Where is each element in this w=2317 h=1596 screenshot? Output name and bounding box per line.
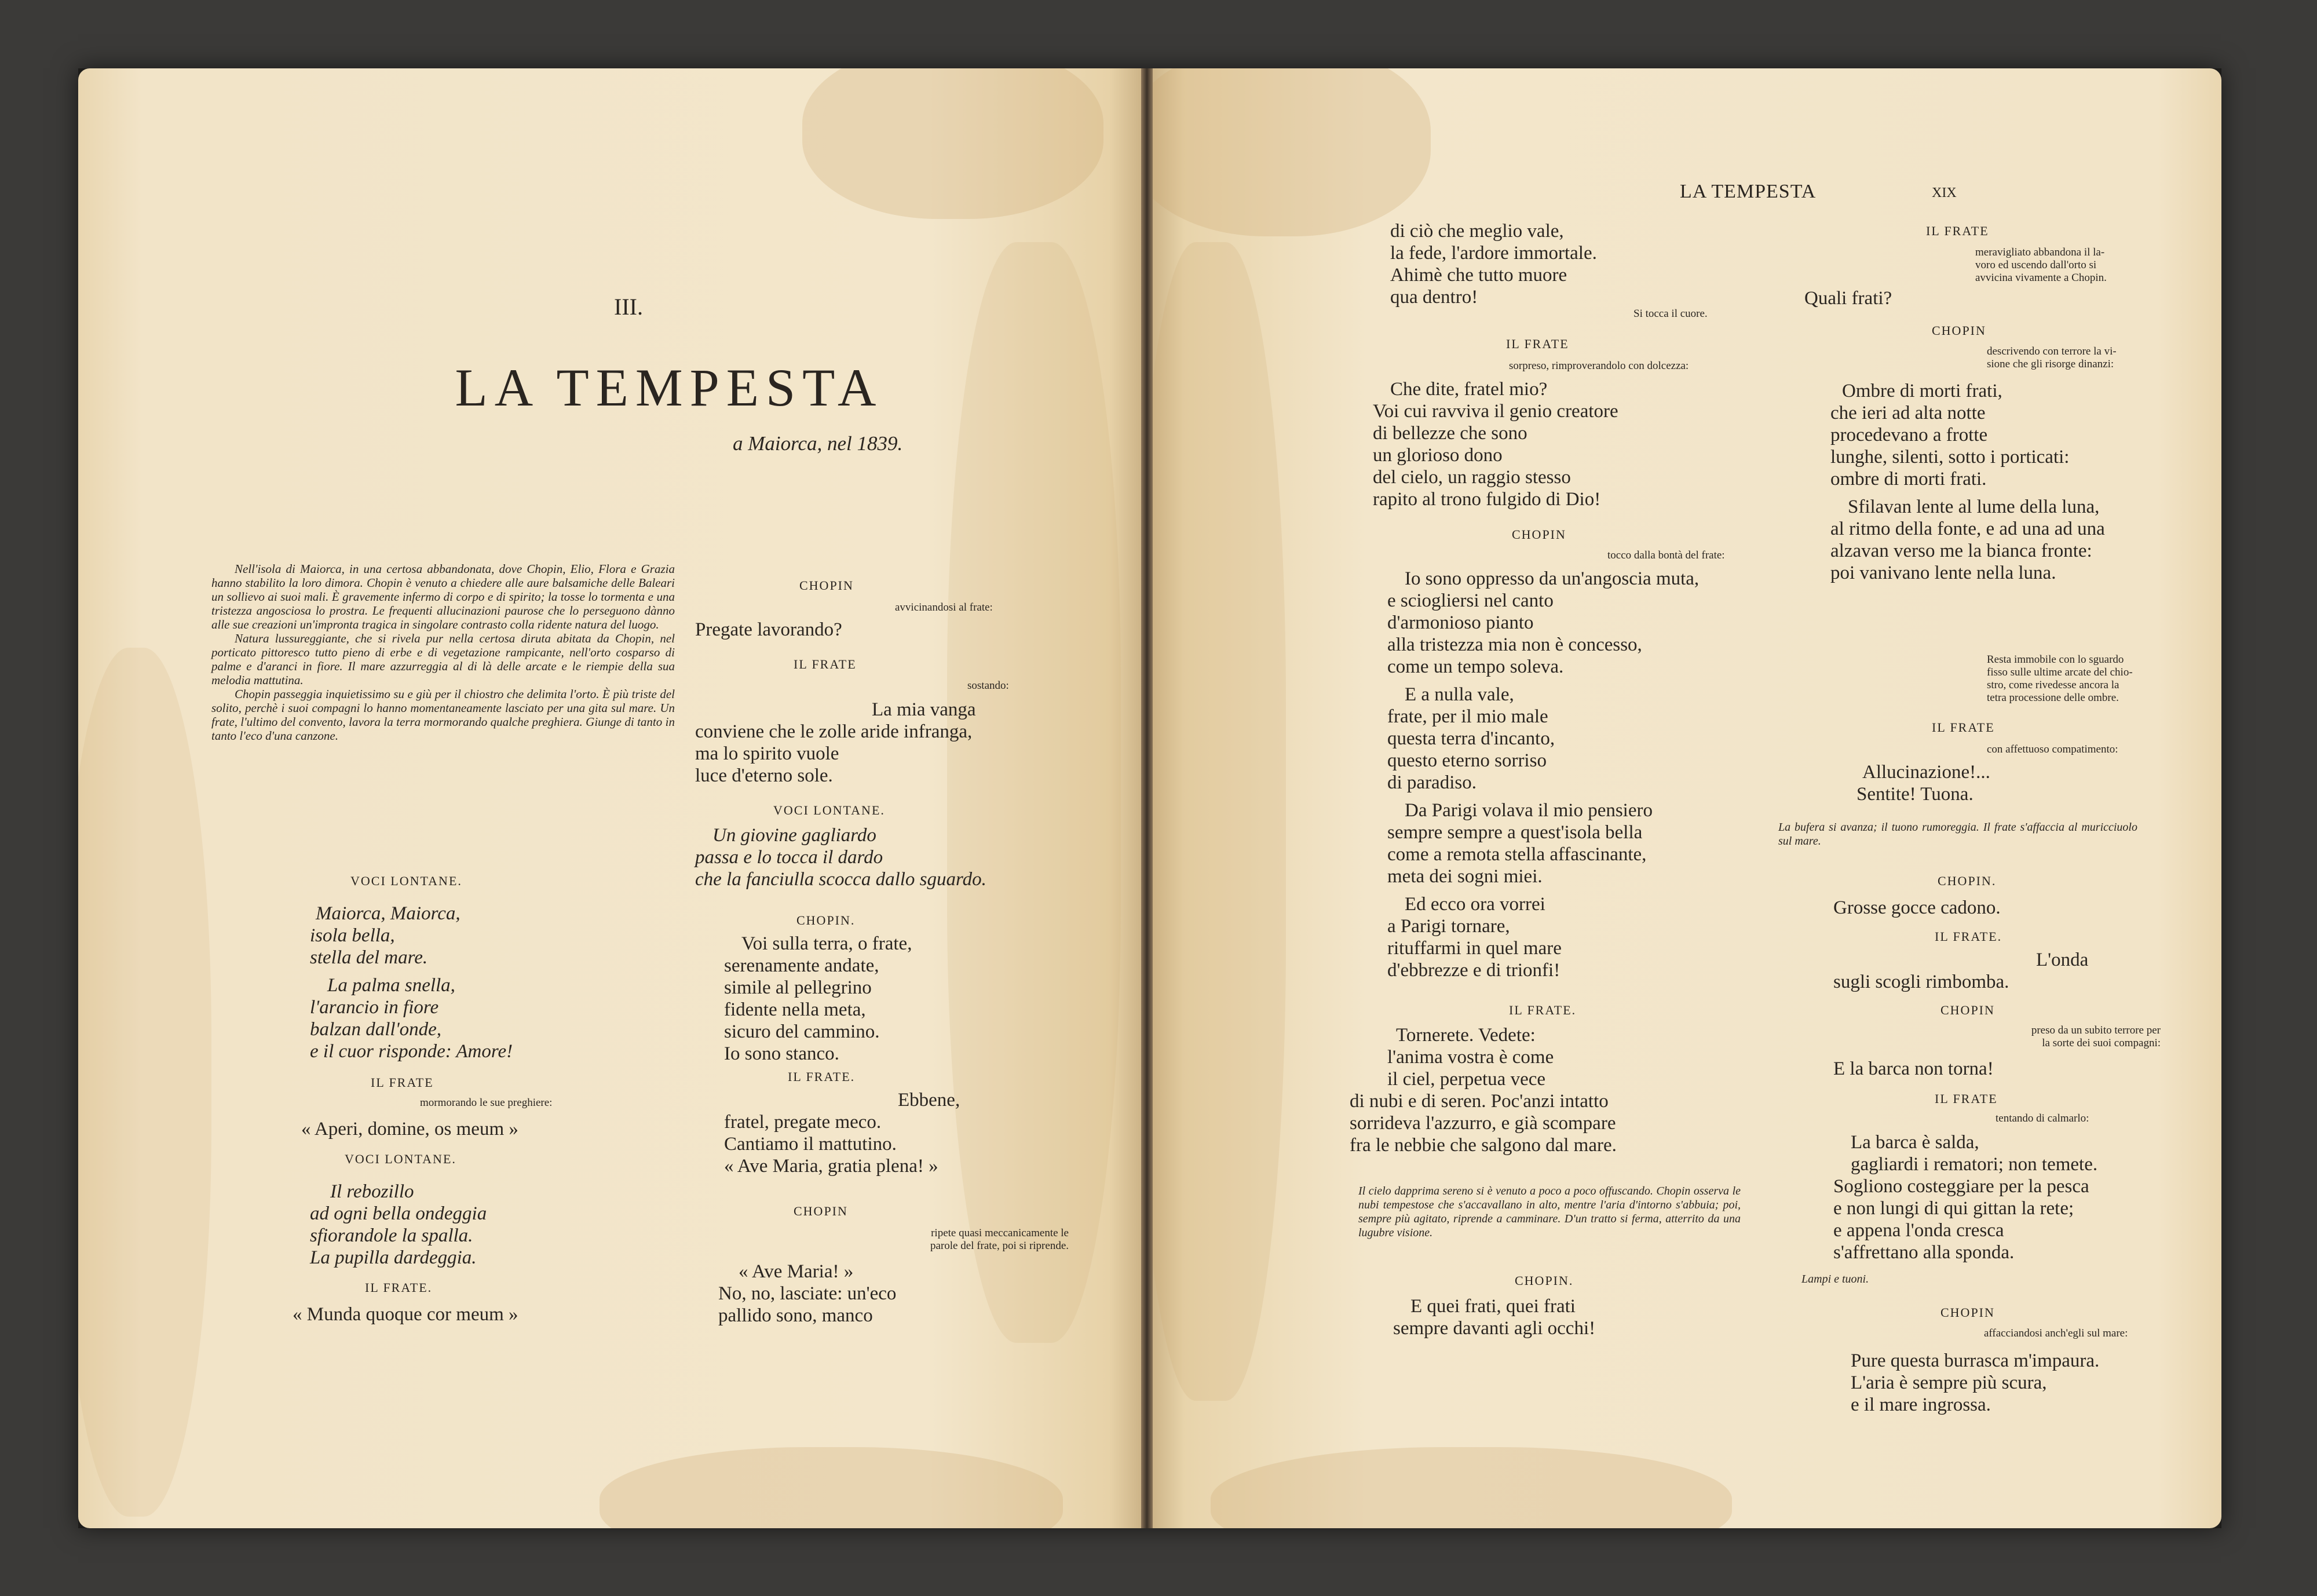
verse-line: al ritmo della fonte, e ad una ad una <box>1830 518 2105 539</box>
intro-paragraph: Nell'isola di Maiorca, in una certosa abbandonata, dove Chopin, Elio, Flora e Grazia hanno stabilito la loro dimora. Chopin è venuto a chiedere alle aure balsamiche delle Baleari un sollievo ai suoi mali. È gravemente infermo di corpo e di spirito; la tosse lo tormenta e una tristezza angosciosa lo prostra. Le frequenti allucinazioni paurose che lo perseguono dànno alle sue creazioni un'impronta tragica in singolare contrasto colla ridente natura del luogo. <box>211 562 675 631</box>
stage-direction: con affettuoso compatimento: <box>1987 743 2118 755</box>
verse-line: pallido sono, manco <box>718 1305 873 1326</box>
verse-line: s'affrettano alla sponda. <box>1833 1242 2015 1263</box>
stage-direction: Si tocca il cuore. <box>1633 308 1708 320</box>
verse-line: Un giovine gagliardo <box>712 825 876 846</box>
page-stain <box>78 648 211 1517</box>
verse-line: di nubi e di seren. Poc'anzi intatto <box>1350 1091 1609 1112</box>
verse-line: L'onda <box>2036 949 2089 970</box>
verse-line: di ciò che meglio vale, <box>1390 221 1564 242</box>
chapter-subtitle: a Maiorca, nel 1839. <box>733 432 903 455</box>
verse-line: La palma snella, <box>327 975 455 996</box>
stage-line: ripete quasi meccanicamente le <box>931 1227 1069 1239</box>
verse-line: Ebbene, <box>898 1090 960 1111</box>
verse-line: La pupilla dardeggia. <box>310 1247 477 1268</box>
verse-line: questo eterno sorriso <box>1387 750 1547 771</box>
verse-line: che la fanciulla scocca dallo sguardo. <box>695 869 986 890</box>
verse-line: sorrideva l'azzurro, e già scompare <box>1350 1113 1616 1134</box>
verse-line: qua dentro! <box>1390 287 1478 308</box>
verse-line: passa e lo tocca il dardo <box>695 847 883 868</box>
stage-direction <box>831 1227 1069 1252</box>
verse-line: rituffarmi in quel mare <box>1387 938 1562 959</box>
verse-line: « Ave Maria! » <box>739 1261 854 1282</box>
page-stain <box>1153 68 1431 236</box>
verse-line: Pure questa burrasca m'impaura. <box>1851 1350 2100 1371</box>
stage-line: Resta immobile con lo sguardo <box>1987 653 2124 666</box>
speaker-heading: CHOPIN. <box>1938 874 1997 888</box>
speaker-heading: CHOPIN <box>1940 1305 1995 1320</box>
chapter-number: III. <box>614 294 643 320</box>
verse-line: lunghe, silenti, sotto i porticati: <box>1830 447 2070 468</box>
verse-line: ad ogni bella ondeggia <box>310 1203 487 1224</box>
verse-line: procedevano a frotte <box>1830 425 1988 445</box>
verse-line: fidente nella meta, <box>724 999 866 1020</box>
verse-line: Quali frati? <box>1804 288 1892 309</box>
verse-line: Maiorca, Maiorca, <box>316 903 461 924</box>
verse-line: Tornerete. Vedete: <box>1396 1025 1536 1046</box>
speaker-heading: CHOPIN <box>1932 323 1986 338</box>
verse-line: l'arancio in fiore <box>310 997 439 1018</box>
stage-line: avvicina vivamente a Chopin. <box>1975 272 2107 284</box>
speaker-heading: CHOPIN <box>794 1204 848 1218</box>
verse-line: poi vanivano lente nella luna. <box>1830 563 2056 583</box>
verse-line: Pregate lavorando? <box>695 619 842 640</box>
intro-prose <box>211 562 675 743</box>
verse-line: Sogliono costeggiare per la pesca <box>1833 1176 2089 1197</box>
verse-line: No, no, lasciate: un'eco <box>718 1283 897 1304</box>
verse-line: frate, per il mio male <box>1387 706 1548 727</box>
verse-line: E a nulla vale, <box>1405 684 1514 705</box>
verse-line: questa terra d'incanto, <box>1387 728 1555 749</box>
stage-line: descrivendo con terrore la vi- <box>1987 345 2117 357</box>
open-book <box>78 68 2221 1528</box>
stage-direction: avvicinandosi al frate: <box>895 601 993 613</box>
page-stain <box>802 68 1103 219</box>
speaker-heading: IL FRATE <box>371 1075 434 1090</box>
stage-direction: mormorando le sue preghiere: <box>420 1097 553 1109</box>
verse-block <box>724 1089 960 1177</box>
verse-line: Cantiamo il mattutino. <box>724 1134 897 1155</box>
stage-direction: sostando: <box>967 680 1009 692</box>
verse-line: Ed ecco ora vorrei <box>1405 894 1545 915</box>
page-stain <box>1153 242 1286 1401</box>
verse-line: il ciel, perpetua vece <box>1387 1069 1546 1090</box>
stage-prose: Il cielo dapprima sereno si è venuto a poco a poco offuscando. Chopin osserva le nubi tempestose che s'accavallano in alto, mentre l'aria d'intorno s'abbuia; poi, sempre più agitato, riprende a camminare. D'un tratto si ferma, atterrito da una lugubre visione. <box>1358 1185 1741 1239</box>
verse-block <box>724 933 912 1065</box>
stage-direction <box>1987 653 2133 704</box>
verse-line: « Munda quoque cor meum » <box>293 1304 518 1325</box>
verse-line: e non lungi di qui gittan la rete; <box>1833 1198 2074 1219</box>
verse-line: e sciogliersi nel canto <box>1387 590 1554 611</box>
verse-line: sicuro del cammino. <box>724 1021 880 1042</box>
verse-line: E la barca non torna! <box>1833 1058 1994 1079</box>
verse-block <box>1830 380 2105 584</box>
verse-line: simile al pellegrino <box>724 977 872 998</box>
verse-line: Che dite, fratel mio? <box>1390 379 1548 400</box>
stage-direction <box>1987 345 2117 371</box>
speaker-heading: IL FRATE. <box>1509 1003 1577 1017</box>
verse-line: d'ebbrezze e di trionfi! <box>1387 960 1560 981</box>
speaker-heading: IL FRATE <box>1935 1091 1998 1106</box>
verse-line: Sentite! Tuona. <box>1856 784 1974 805</box>
stage-direction: tocco dalla bontà del frate: <box>1607 549 1725 561</box>
intro-paragraph: Chopin passeggia inquietissimo su e giù per il chiostro che delimita l'orto. È più triste del solito, perchè i suoi compagni lo hanno momentaneamente lasciato per una gita sul mare. Un frate, l'ultimo del convento, lavora la terra mormorando qualche preghiera. Giunge di tanto in tanto l'eco d'una canzone. <box>211 687 675 743</box>
verse-line: di paradiso. <box>1387 772 1477 793</box>
stage-direction: tentando di calmarlo: <box>1996 1112 2089 1124</box>
verse-line: Voi cui ravviva il genio creatore <box>1373 401 1618 422</box>
speaker-heading: IL FRATE <box>1932 720 1995 735</box>
verse-line: gagliardi i rematori; non temete. <box>1851 1154 2098 1175</box>
right-page <box>1153 68 2221 1528</box>
speaker-heading: CHOPIN <box>799 578 854 593</box>
verse-line: Sfilavan lente al lume della luna, <box>1848 496 2100 517</box>
verse-line: « Ave Maria, gratia plena! » <box>724 1156 938 1177</box>
verse-line: sempre sempre a quest'isola bella <box>1387 822 1643 843</box>
speaker-heading: IL FRATE <box>1926 224 1989 238</box>
speaker-heading: IL FRATE <box>1506 337 1569 351</box>
stage-line: tetra processione delle ombre. <box>1987 692 2119 704</box>
book-gutter <box>1141 68 1153 1528</box>
stage-line: parole del frate, poi si riprende. <box>930 1240 1069 1252</box>
stage-line: la sorte dei suoi compagni: <box>2042 1037 2161 1049</box>
verse-line: ma lo spirito vuole <box>695 743 839 764</box>
verse-block <box>1393 1295 1595 1339</box>
speaker-heading: CHOPIN. <box>796 913 856 927</box>
verse-block <box>1833 1350 2099 1416</box>
verse-line: fratel, pregate meco. <box>724 1112 882 1133</box>
verse-line: la fede, l'ardore immortale. <box>1390 243 1597 264</box>
verse-line: La mia vanga <box>872 699 976 720</box>
page-stain <box>600 1447 1063 1528</box>
verse-block <box>695 824 986 890</box>
speaker-heading: VOCI LONTANE. <box>350 874 462 888</box>
stage-line: preso da un subito terrore per <box>2031 1024 2161 1036</box>
verse-line: un glorioso dono <box>1373 445 1503 466</box>
verse-block <box>310 1181 487 1269</box>
chapter-title: LA TEMPESTA <box>455 358 883 417</box>
verse-line: sfiorandole la spalla. <box>310 1225 473 1246</box>
stage-line: fisso sulle ultime arcate del chio- <box>1987 666 2133 678</box>
verse-line: alzavan verso me la bianca fronte: <box>1830 540 2092 561</box>
stage-line: voro ed uscendo dall'orto si <box>1975 259 2097 271</box>
intro-paragraph: Natura lussureggiante, che si rivela pur nella certosa diruta abitata da Chopin, nel porticato pittoresco tutto pieno di erbe e di vegetazione rampicante, nell'orto cosparso di palme e d'aranci in fiore. Il mare azzurreggia al di là delle arcate e le riempie della sua melodia mattutina. <box>211 631 675 687</box>
verse-line: balzan dall'onde, <box>310 1019 442 1040</box>
verse-line: come a remota stella affascinante, <box>1387 844 1647 865</box>
verse-line: che ieri ad alta notte <box>1830 403 1986 423</box>
page-number: XIX <box>1932 185 1957 200</box>
verse-line: L'aria è sempre più scura, <box>1851 1372 2047 1393</box>
verse-line: Da Parigi volava il mio pensiero <box>1405 800 1653 821</box>
speaker-heading: VOCI LONTANE. <box>773 803 885 817</box>
verse-line: Ahimè che tutto muore <box>1390 265 1567 286</box>
verse-line: del cielo, un raggio stesso <box>1373 467 1571 488</box>
verse-line: E quei frati, quei frati <box>1410 1296 1576 1317</box>
speaker-heading: IL FRATE. <box>788 1069 856 1084</box>
page-stain <box>947 242 1121 1343</box>
speaker-heading: CHOPIN <box>1512 527 1566 542</box>
running-head: LA TEMPESTA <box>1680 181 1817 202</box>
verse-line: sempre davanti agli occhi! <box>1393 1318 1596 1339</box>
page-stain <box>1211 1447 1732 1528</box>
verse-line: serenamente andate, <box>724 955 879 976</box>
verse-line: stella del mare. <box>310 947 428 968</box>
speaker-heading: IL FRATE <box>794 657 857 671</box>
speaker-heading: CHOPIN <box>1940 1003 1995 1017</box>
verse-block <box>310 903 513 1062</box>
verse-line: « Aperi, domine, os meum » <box>301 1119 518 1140</box>
stage-direction <box>1975 246 2107 284</box>
verse-line: fra le nebbie che salgono dal mare. <box>1350 1135 1617 1156</box>
stage-line: sione che gli risorge dinanzi: <box>1987 358 2114 370</box>
verse-block <box>1387 568 1699 981</box>
verse-line: l'anima vostra è come <box>1387 1047 1554 1068</box>
verse-line: Allucinazione!... <box>1862 762 1990 783</box>
verse-block <box>1833 949 2088 993</box>
verse-line: alla tristezza mia non è concesso, <box>1387 634 1642 655</box>
speaker-heading: VOCI LONTANE. <box>345 1152 456 1166</box>
speaker-heading: IL FRATE. <box>365 1280 433 1295</box>
verse-line: La barca è salda, <box>1851 1132 1979 1153</box>
stage-line: stro, come rivedesse ancora la <box>1987 679 2119 691</box>
verse-line: conviene che le zolle aride infranga, <box>695 721 973 742</box>
verse-line: e il cuor risponde: Amore! <box>310 1041 513 1062</box>
speaker-heading: CHOPIN. <box>1515 1273 1574 1288</box>
verse-block <box>1390 220 1597 308</box>
verse-line: sugli scogli rimbomba. <box>1833 972 2009 992</box>
verse-line: come un tempo soleva. <box>1387 656 1564 677</box>
stage-prose: Lampi e tuoni. <box>1801 1273 1869 1285</box>
left-page <box>78 68 1141 1528</box>
verse-block <box>718 1261 896 1327</box>
verse-line: rapito al trono fulgido di Dio! <box>1373 489 1601 510</box>
verse-line: Ombre di morti frati, <box>1842 381 2002 401</box>
verse-line: isola bella, <box>310 925 395 946</box>
verse-line: Io sono stanco. <box>724 1043 839 1064</box>
verse-line: Grosse gocce cadono. <box>1833 897 2001 918</box>
verse-block <box>1350 1024 1617 1156</box>
verse-line: di bellezze che sono <box>1373 423 1527 444</box>
verse-line: e il mare ingrossa. <box>1851 1394 1991 1415</box>
verse-line: ombre di morti frati. <box>1830 469 1987 490</box>
stage-prose: La bufera si avanza; il tuono rumoreggia. Il frate s'affaccia al muricciuolo sul mare. <box>1778 821 2137 848</box>
stage-direction: affacciandosi anch'egli sul mare: <box>1984 1327 2128 1339</box>
stage-direction: sorpreso, rimproverandolo con dolcezza: <box>1509 360 1689 372</box>
verse-line: Il rebozillo <box>330 1181 414 1202</box>
verse-line: meta dei sogni miei. <box>1387 866 1543 887</box>
verse-line: Voi sulla terra, o frate, <box>741 933 912 954</box>
verse-block <box>1828 761 1990 805</box>
verse-block <box>1833 1131 2097 1263</box>
verse-block <box>1373 378 1618 510</box>
verse-line: luce d'eterno sole. <box>695 765 833 786</box>
stage-line: meravigliato abbandona il la- <box>1975 246 2105 258</box>
verse-line: Io sono oppresso da un'angoscia muta, <box>1405 568 1700 589</box>
verse-line: a Parigi tornare, <box>1387 916 1510 937</box>
stage-direction <box>1987 1024 2161 1050</box>
verse-line: d'armonioso pianto <box>1387 612 1534 633</box>
verse-line: e appena l'onda cresca <box>1833 1220 2004 1241</box>
verse-block <box>695 699 976 787</box>
speaker-heading: IL FRATE. <box>1935 929 2002 944</box>
